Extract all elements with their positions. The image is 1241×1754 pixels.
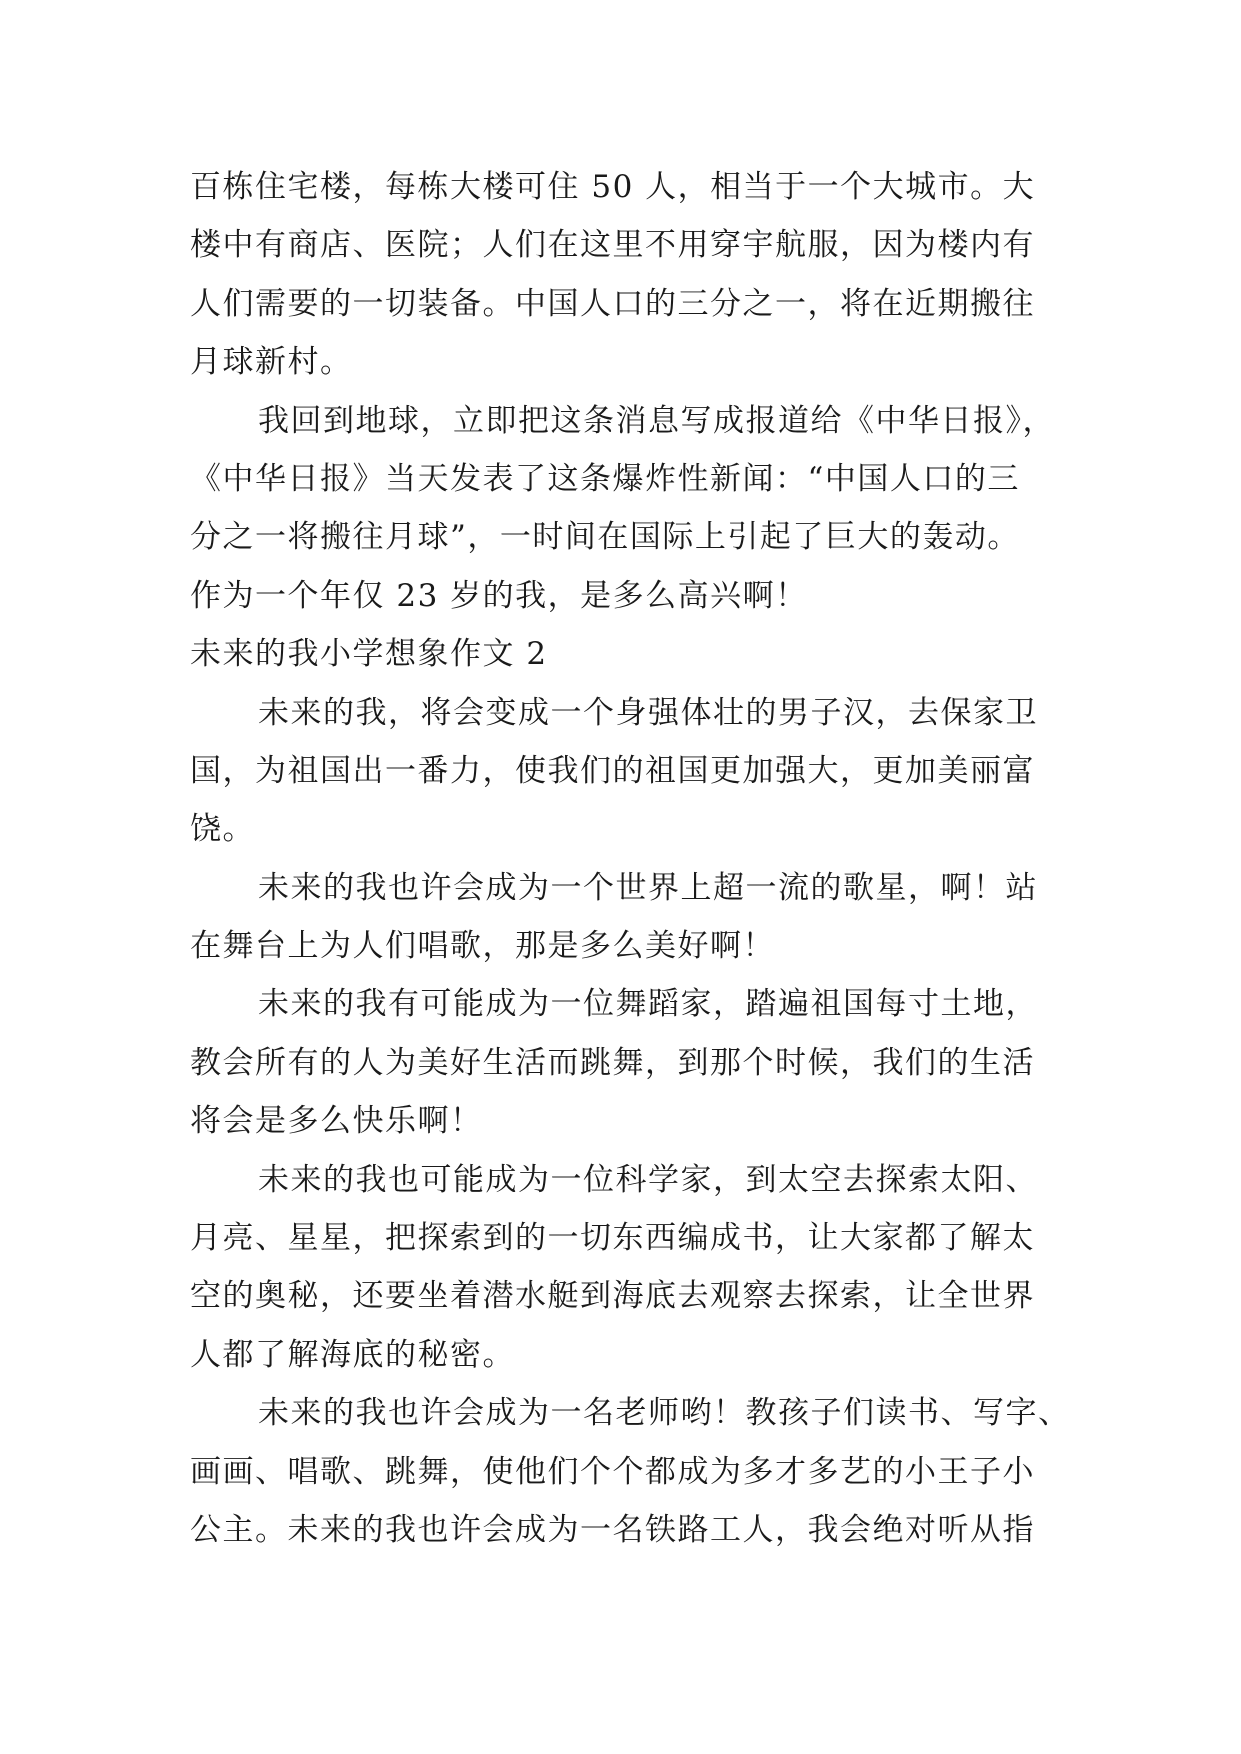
text-line: 国，为祖国出一番力，使我们的祖国更加强大，更加美丽富 xyxy=(190,752,1035,789)
text-line: 人都了解海底的秘密。 xyxy=(190,1336,515,1373)
text-line: 月亮、星星，把探索到的一切东西编成书，让大家都了解太 xyxy=(190,1220,1035,1257)
text-line: 未来的我也可能成为一位科学家，到太空去探索太阳、 xyxy=(258,1161,1038,1198)
document-body xyxy=(190,158,1090,1559)
text-line: 楼中有商店、医院；人们在这里不用穿宇航服，因为楼内有 xyxy=(190,227,1035,264)
text-line: 月球新村。 xyxy=(190,344,353,381)
text-line: 未来的我也许会成为一个世界上超一流的歌星，啊！站 xyxy=(258,869,1038,906)
text-line: 公主。未来的我也许会成为一名铁路工人，我会绝对听从指 xyxy=(190,1511,1035,1548)
text-line: 空的奥秘，还要坐着潜水艇到海底去观察去探索，让全世界 xyxy=(190,1278,1035,1315)
text-line: 《中华日报》当天发表了这条爆炸性新闻：“中国人口的三 xyxy=(190,460,1020,497)
text-line: 作为一个年仅 23 岁的我，是多么高兴啊！ xyxy=(190,577,808,614)
text-line: 教会所有的人为美好生活而跳舞，到那个时候，我们的生活 xyxy=(190,1044,1035,1081)
text-line: 人们需要的一切装备。中国人口的三分之一，将在近期搬往 xyxy=(190,285,1035,322)
text-line: 将会是多么快乐啊！ xyxy=(190,1103,483,1140)
text-line: 百栋住宅楼，每栋大楼可住 50 人，相当于一个大城市。大 xyxy=(190,169,1036,205)
section-heading: 未来的我小学想象作文 2 xyxy=(190,636,548,673)
text-line: 画画、唱歌、跳舞，使他们个个都成为多才多艺的小王子小 xyxy=(190,1453,1035,1490)
text-line: 在舞台上为人们唱歌，那是多么美好啊！ xyxy=(190,928,775,965)
text-line: 未来的我也许会成为一名老师哟！教孩子们读书、写字、 xyxy=(258,1395,1071,1432)
text-line: 未来的我，将会变成一个身强体壮的男子汉，去保家卫 xyxy=(258,694,1038,731)
text-line: 我回到地球，立即把这条消息写成报道给《中华日报》， xyxy=(258,402,1055,439)
text-line: 分之一将搬往月球”，一时间在国际上引起了巨大的轰动。 xyxy=(190,519,1020,556)
text-line: 饶。 xyxy=(190,811,255,848)
text-line: 未来的我有可能成为一位舞蹈家，踏遍祖国每寸土地， xyxy=(258,986,1038,1023)
